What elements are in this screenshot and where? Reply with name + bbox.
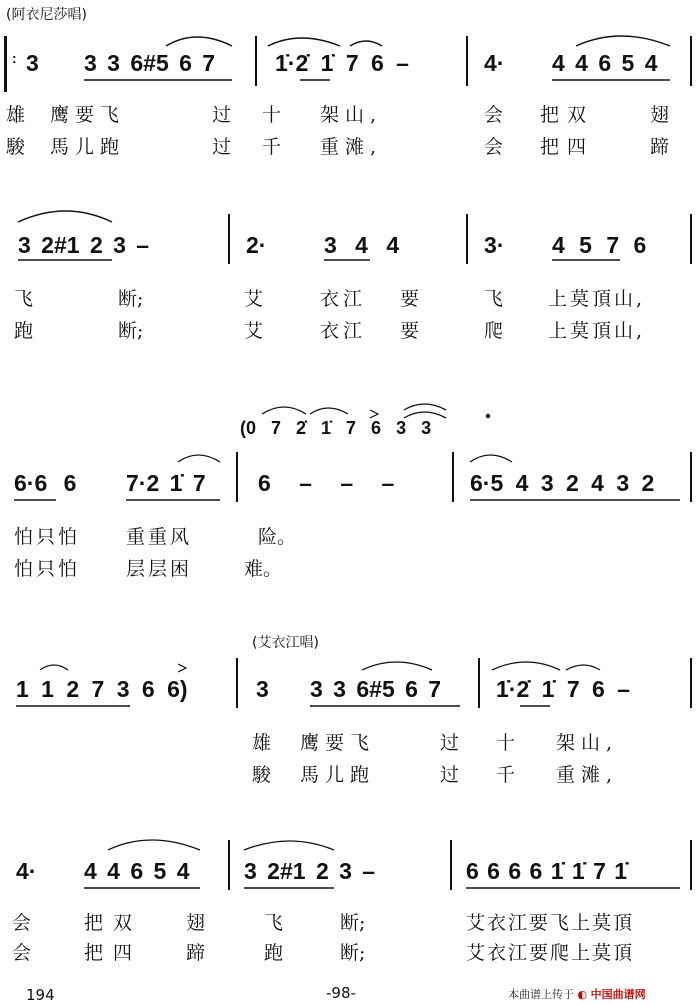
lyric: 把四 [540, 136, 595, 158]
lyric: 跑 [264, 942, 284, 964]
note-group: 3 3 6#5 6 7 [310, 676, 442, 702]
interlude-notes: (0 7 2̇ 1̇ 7 6 3 3 [240, 418, 432, 438]
note-group: 2· [246, 232, 267, 258]
lyric: 跑 [14, 320, 34, 342]
page-number-center: -98- [326, 984, 356, 1002]
note-group: 3· [484, 232, 505, 258]
site-logo-icon: ◐ [577, 988, 588, 1001]
note-group: 3 3 6#5 6 7 [84, 50, 216, 76]
note-group: 4 4 6 5 4 [552, 50, 658, 76]
lyric: 难。 [244, 558, 283, 580]
lyric: 蹄 [186, 942, 206, 964]
lyric: 断; [118, 288, 144, 310]
lyric: 爬 [484, 320, 504, 342]
lyric: 駿 [6, 136, 26, 158]
lyric: 断; [340, 912, 366, 934]
upload-text: 本曲谱上传于 [508, 988, 574, 1001]
note-group: 3 2#1 2 3 – [244, 858, 376, 884]
lyric: 会 [484, 104, 504, 126]
note-group: 4 5 7 6 [552, 232, 647, 258]
lyric: 艾衣江要爬上莫頂 [466, 942, 635, 964]
lyric: 架山, [556, 732, 619, 754]
lyric: 衣江 [320, 320, 367, 342]
note-group: 3 4 4 [324, 232, 400, 258]
lyric: 駿 [252, 764, 272, 786]
lyric: 鹰要飞 [300, 732, 376, 754]
lyric: 过 [212, 104, 232, 126]
note-group: 1 1 2 7 3 6 6) [16, 676, 188, 702]
lyric: 艾 [244, 288, 264, 310]
lyric: 上莫頂山, [548, 320, 646, 342]
note-group: 4 4 6 5 4 [84, 858, 190, 884]
note-group: 7·2 1̇ 7 [126, 470, 206, 496]
note-group: 6·5 4 3 2 4 3 2 [470, 470, 655, 496]
slur-marks [0, 190, 700, 270]
lyric: 过 [440, 732, 460, 754]
singer-label: (艾衣江唱) [252, 635, 319, 651]
lyric: 衣江 [320, 288, 367, 310]
lyric: 飞 [484, 288, 504, 310]
lyric: 重滩, [320, 136, 383, 158]
lyric: 把四 [84, 942, 143, 964]
lyric: 千 [262, 136, 282, 158]
lyric: 把双 [84, 912, 143, 934]
lyric: 艾 [244, 320, 264, 342]
lyric: 雄 [252, 732, 272, 754]
lyric: 过 [440, 764, 460, 786]
lyric: 架山, [320, 104, 383, 126]
note-group: 3 [26, 50, 39, 76]
lyric: 雄 [6, 104, 26, 126]
note-group: 3 2#1 2 3 – [18, 232, 150, 258]
slur-marks [0, 640, 700, 720]
watermark [508, 986, 646, 1002]
lyric: 十 [262, 104, 282, 126]
lyric: 重滩, [556, 764, 619, 786]
note-group: 4· [16, 858, 37, 884]
note-group: 6 – – – [258, 470, 395, 496]
lyric: 千 [496, 764, 516, 786]
lyric: 过 [212, 136, 232, 158]
lyric: 十 [496, 732, 516, 754]
lyric: 飞 [14, 288, 34, 310]
lyric: 馬儿跑 [50, 136, 126, 158]
lyric: 要 [400, 320, 420, 342]
lyric: 断; [118, 320, 144, 342]
lyric: 把双 [540, 104, 595, 126]
page-number-left: 194 [26, 986, 55, 1004]
repeat-dots: : [12, 50, 17, 66]
lyric: 艾衣江要飞上莫頂 [466, 912, 635, 934]
lyric: 蹄 [650, 136, 670, 158]
lyric: 要 [400, 288, 420, 310]
lyric: 飞 [264, 912, 284, 934]
lyric: 翅 [186, 912, 206, 934]
note-group: 1̇·2̇ 1̇ 7 6 – [275, 50, 409, 76]
note-group: 6·6 6 [14, 470, 77, 496]
note-group: 1̇·2̇ 1̇ 7 6 – [496, 676, 630, 702]
lyric: 会 [484, 136, 504, 158]
lyric: 怕只怕 [14, 526, 81, 548]
lyric: 怕只怕 [14, 558, 81, 580]
lyric: 会 [12, 942, 32, 964]
note-group: 6 6 6 6 1̇ 1̇ 7 1̇ [466, 858, 628, 884]
lyric: 险。 [258, 526, 297, 548]
lyric: 断; [340, 942, 366, 964]
lyric: 会 [12, 912, 32, 934]
lyric: 翅 [650, 104, 670, 126]
lyric: 上莫頂山, [548, 288, 646, 310]
singer-label: (阿衣尼莎唱) [6, 7, 87, 23]
slur-marks [0, 826, 700, 896]
note-group: 3 [256, 676, 269, 702]
lyric: 层层困 [126, 558, 193, 580]
lyric: 鹰要飞 [50, 104, 126, 126]
lyric: 重重风 [126, 526, 193, 548]
site-name: 中国曲谱网 [590, 988, 646, 1001]
lyric: 馬儿跑 [300, 764, 376, 786]
note-group: 4· [484, 50, 505, 76]
slur-marks [0, 440, 700, 510]
